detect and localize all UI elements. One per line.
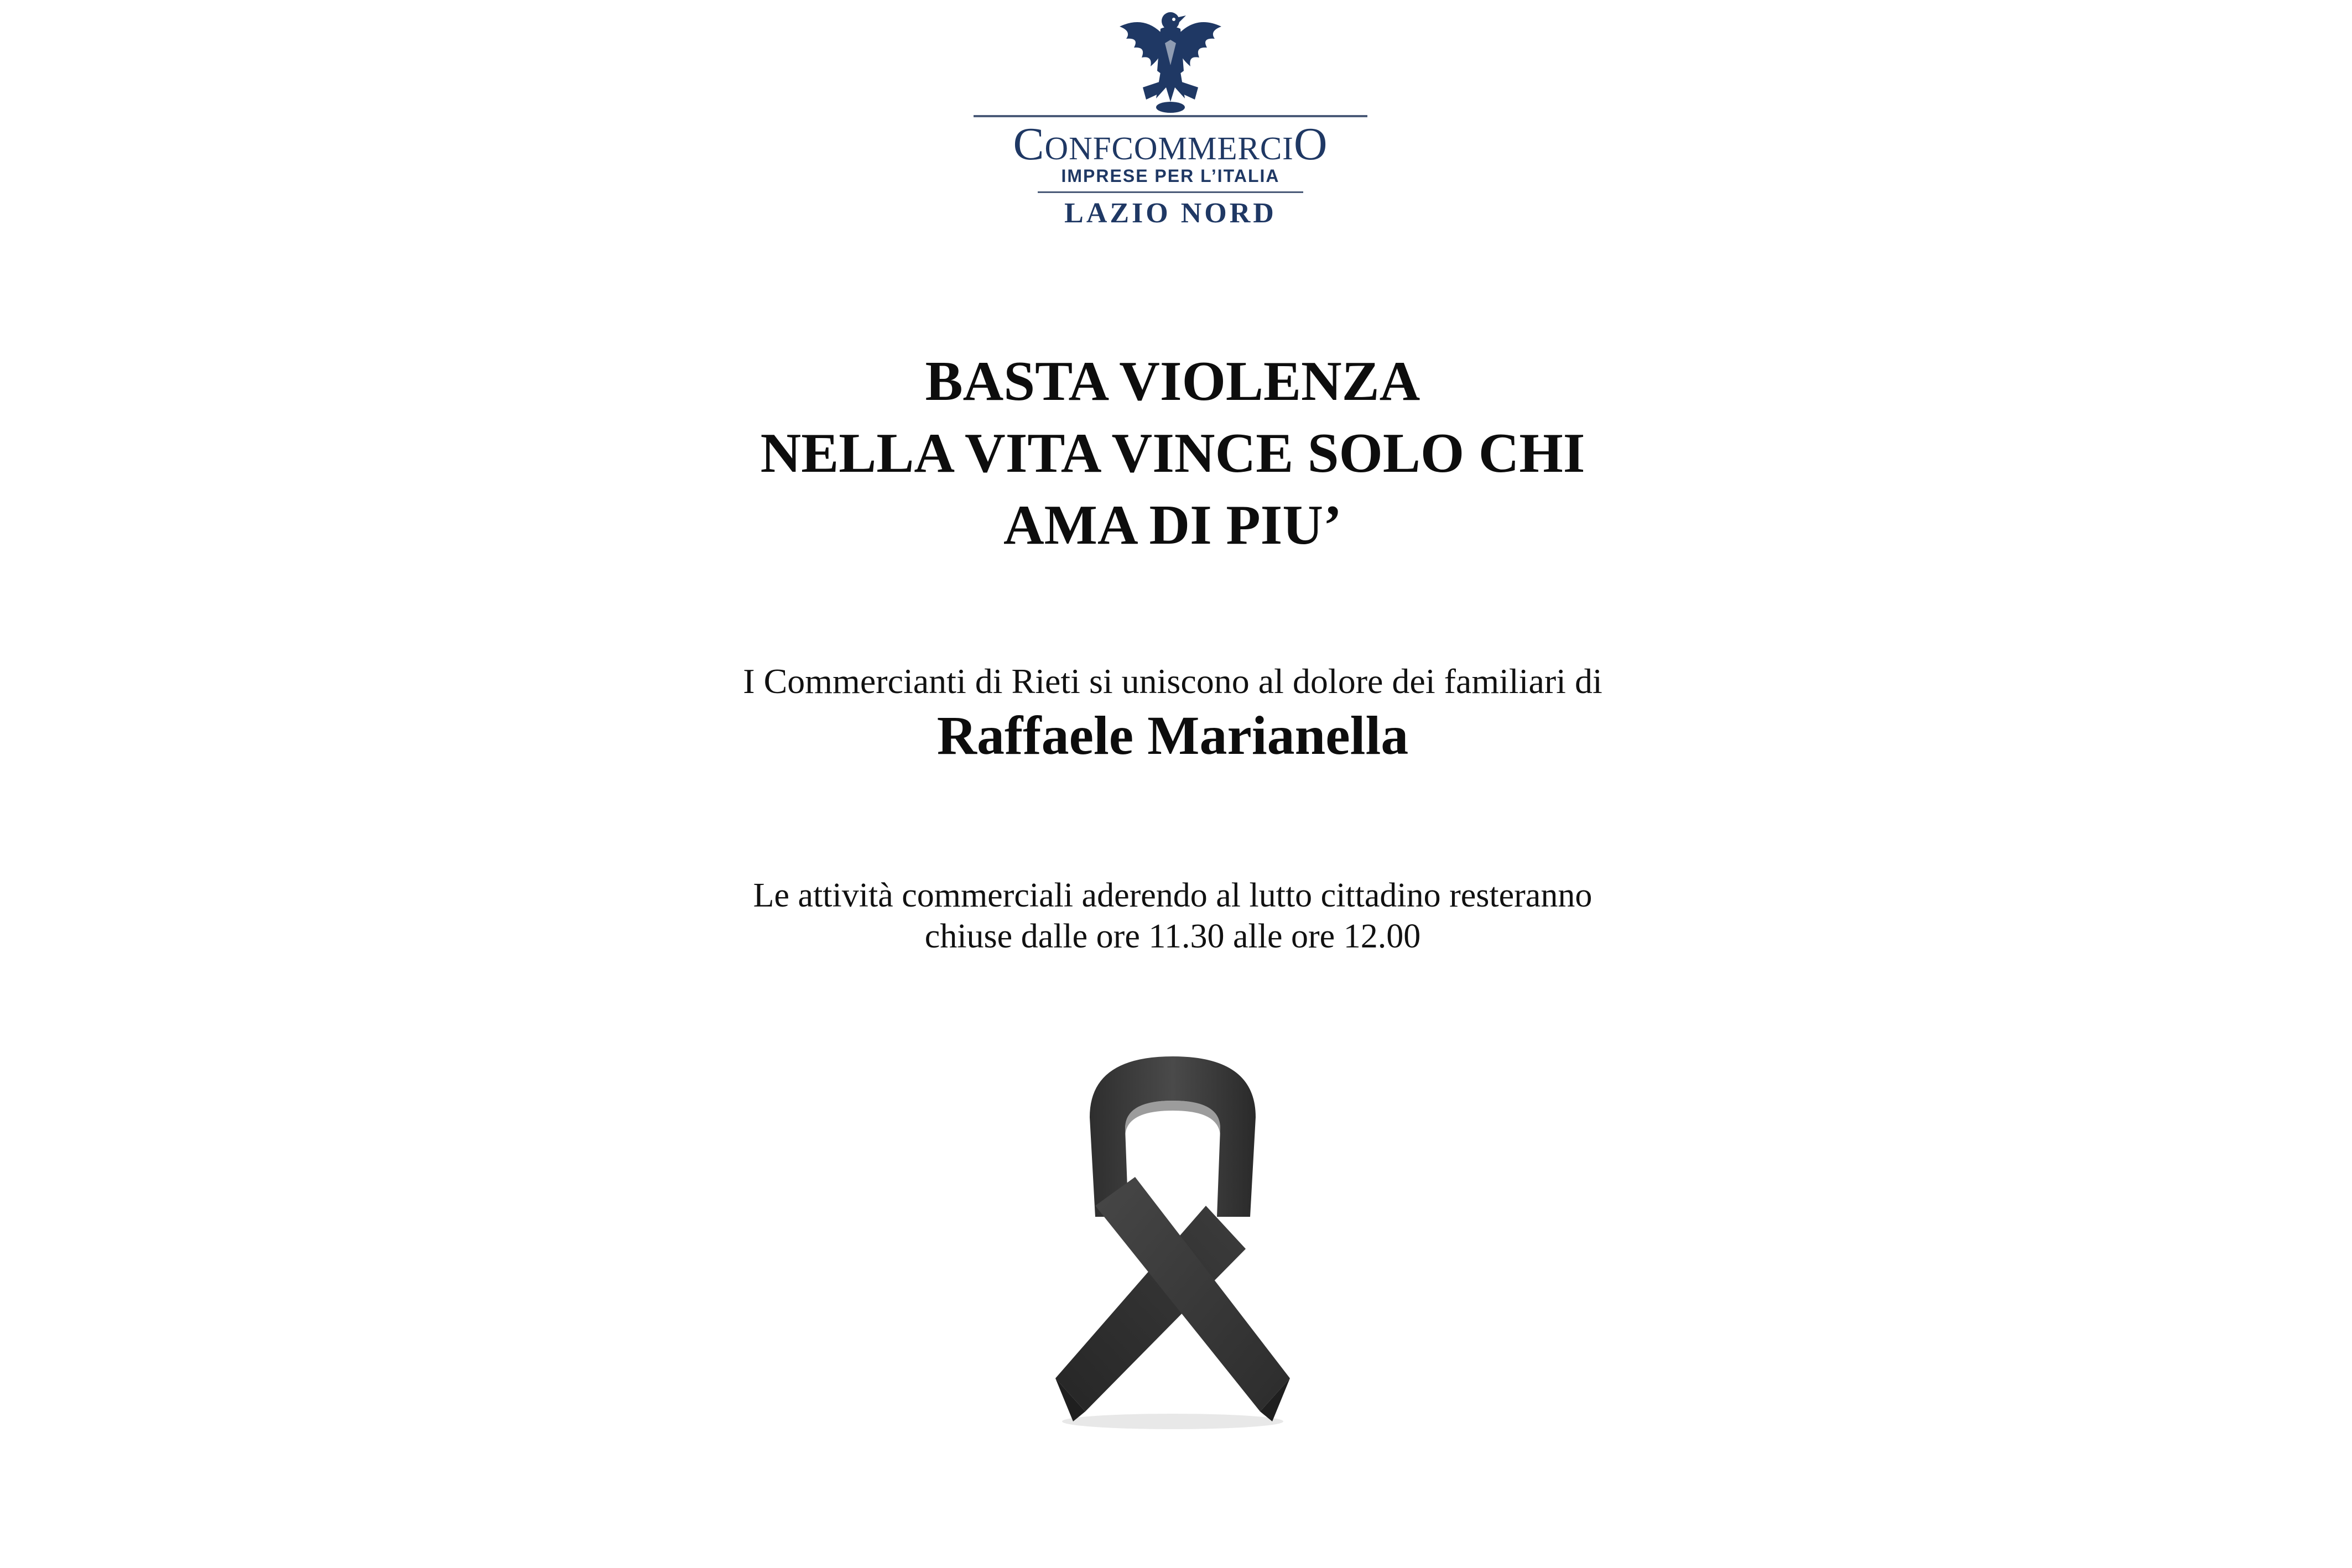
closure-notice bbox=[608, 875, 1737, 957]
mourning-ribbon-icon bbox=[1040, 1040, 1305, 1438]
logo-wordmark: ConfcommerciO bbox=[1013, 118, 1328, 170]
eagle-emblem-icon bbox=[1110, 4, 1231, 115]
headline-line-2: NELLA VITA VINCE SOLO CHI bbox=[760, 422, 1585, 485]
closure-notice-line-1: Le attività commerciali aderendo al lutto cittadino resteranno bbox=[753, 877, 1593, 914]
headline bbox=[608, 346, 1737, 561]
logo-rule-top bbox=[974, 115, 1367, 117]
closure-notice-line-2: chiuse dalle ore 11.30 alle ore 12.00 bbox=[924, 918, 1421, 955]
logo-tagline: IMPRESE PER L’ITALIA bbox=[1061, 166, 1280, 186]
headline-line-3: AMA DI PIU’ bbox=[1003, 494, 1342, 556]
condolence-intro: I Commercianti di Rieti si uniscono al dolore dei familiari di bbox=[743, 661, 1602, 701]
headline-line-1: BASTA VIOLENZA bbox=[925, 350, 1420, 413]
logo-rule-bottom bbox=[1038, 191, 1303, 193]
confcommercio-logo bbox=[971, 4, 1370, 232]
deceased-name: Raffaele Marianella bbox=[936, 705, 1409, 766]
logo-region: LAZIO NORD bbox=[1064, 197, 1277, 229]
